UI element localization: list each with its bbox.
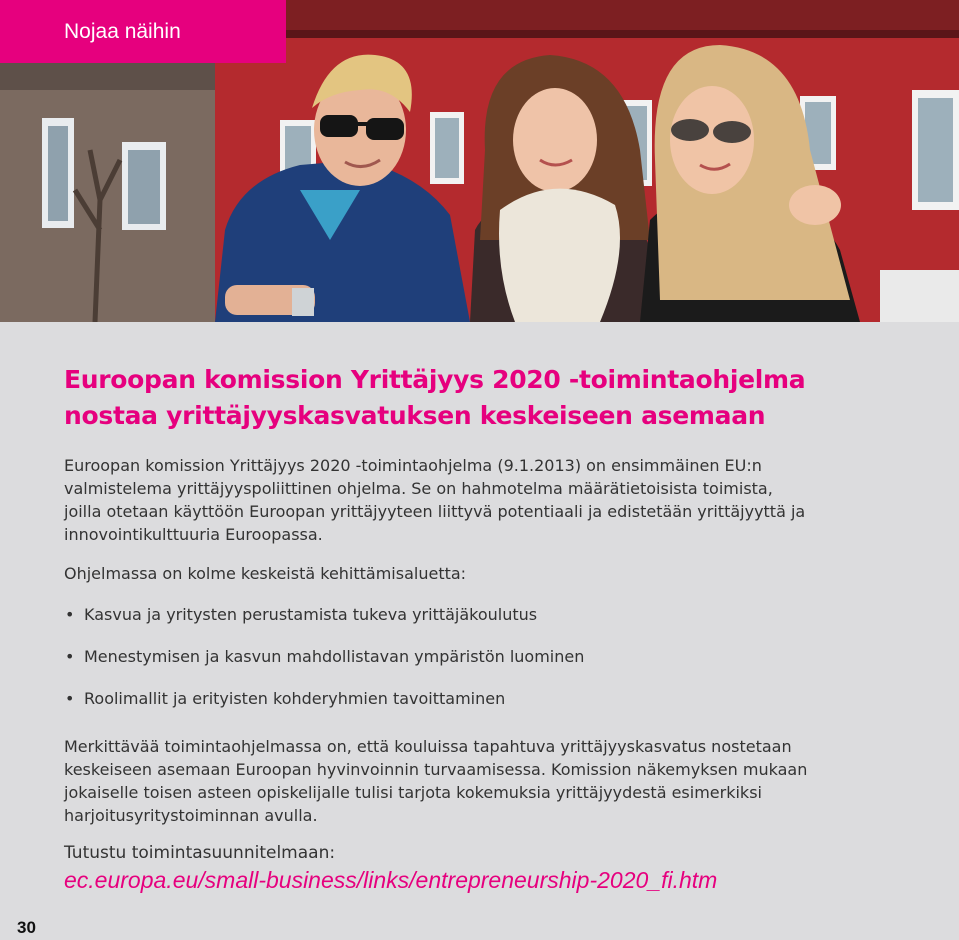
intro-line-1: Euroopan komission Yrittäjyys 2020 -toimintaohjelma (9.1.2013) on ensimmäinen EU:n	[64, 456, 762, 475]
intro-line-2: valmistelema yrittäjyyspoliittinen ohjelma. Se on hahmotelma määrätietoisista toimista,	[64, 479, 773, 498]
link-block	[64, 841, 864, 895]
headline	[64, 362, 864, 434]
focus-areas-list	[64, 603, 864, 729]
headline-line-2: nostaa yrittäjyyskasvatuksen keskeiseen asemaan	[64, 401, 766, 430]
conclusion-line-3: jokaiselle toisen asteen opiskelijalle tulisi tarjota kokemuksia yrittäjyydestä esimerkiksi	[64, 783, 762, 802]
bullet-icon: •	[65, 605, 75, 624]
list-item-text: Roolimallit ja erityisten kohderyhmien tavoittaminen	[84, 689, 506, 708]
conclusion-paragraph	[64, 735, 864, 827]
list-item-text: Menestymisen ja kasvun mahdollistavan ympäristön luominen	[84, 647, 585, 666]
section-tag: Nojaa näihin	[0, 0, 286, 63]
link-label: Tutustu toimintasuunnitelmaan:	[64, 843, 336, 863]
article	[64, 362, 864, 895]
action-plan-link[interactable]: ec.europa.eu/small-business/links/entrepreneurship-2020_fi.htm	[64, 867, 718, 893]
list-item	[64, 603, 864, 645]
list-item-text: Kasvua ja yritysten perustamista tukeva yrittäjäkoulutus	[84, 605, 538, 624]
headline-line-1: Euroopan komission Yrittäjyys 2020 -toimintaohjelma	[64, 365, 806, 394]
page-number: 30	[17, 918, 36, 937]
conclusion-line-1: Merkittävää toimintaohjelmassa on, että kouluissa tapahtuva yrittäjyyskasvatus nostetaan	[64, 737, 792, 756]
conclusion-line-4: harjoitusyritystoiminnan avulla.	[64, 806, 318, 825]
bullet-icon: •	[65, 647, 75, 666]
list-item	[64, 645, 864, 687]
intro-line-4: innovointikulttuuria Euroopassa.	[64, 525, 323, 544]
intro-line-3: joilla otetaan käyttöön Euroopan yrittäjyyteen liittyvä potentiaali ja edistetään yrittäjyyttä ja	[64, 502, 806, 521]
bullet-icon: •	[65, 689, 75, 708]
program-intro: Ohjelmassa on kolme keskeistä kehittämisaluetta:	[64, 564, 467, 583]
conclusion-line-2: keskeiseen asemaan Euroopan hyvinvoinnin turvaamisessa. Komission näkemyksen mukaan	[64, 760, 808, 779]
list-item	[64, 687, 864, 729]
intro-paragraph	[64, 454, 864, 546]
